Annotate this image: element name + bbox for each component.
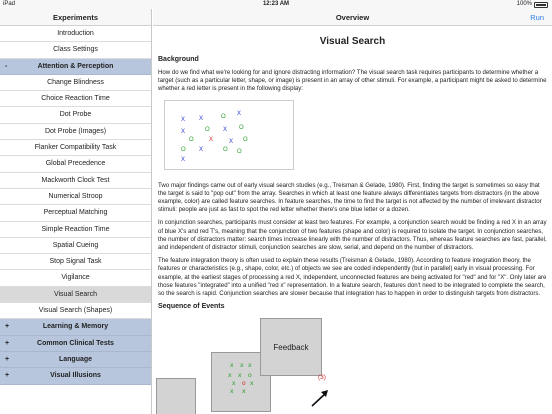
section-label: Visual Illusions xyxy=(50,372,101,380)
overview-content xyxy=(153,36,552,406)
section-attention-perception[interactable] xyxy=(0,59,151,75)
svg-text:x: x xyxy=(230,388,234,396)
stimulus-letter: X xyxy=(181,128,186,135)
carrier-label: iPad xyxy=(3,1,16,7)
expand-toggle-icon: + xyxy=(5,339,10,347)
sidebar-item[interactable]: Simple Reaction Time xyxy=(0,222,151,238)
expand-toggle-icon: - xyxy=(5,62,8,70)
svg-text:o: o xyxy=(242,380,246,388)
stimulus-letter: X xyxy=(199,115,204,122)
sequence-heading: Sequence of Events xyxy=(158,303,225,311)
sidebar-item[interactable]: Visual Search xyxy=(0,287,151,303)
sidebar xyxy=(0,9,152,414)
background-heading: Background xyxy=(158,56,199,63)
sidebar-item[interactable]: Choice Reaction Time xyxy=(0,91,151,107)
section-label: Attention & Perception xyxy=(37,62,114,70)
section-collapsed[interactable] xyxy=(0,352,151,368)
stimulus-letter: O xyxy=(189,136,194,143)
paragraph-findings: Two major findings came out of early visual search studies (e.g., Treisman & Gelade, 1980). First, finding the target is sometimes so easy that the target is said to "pop out" from the array. Searches in which at least one feature always differentiates targets from distractors (in the above example, color) are called feature searches. In feature searches, the time to find the target is not affected by the number of irrelevant distractor stimuli: people are just as fast to spot the red letter whether there's one blue letter or a dozen. xyxy=(158,181,542,214)
sidebar-item[interactable]: Dot Probe xyxy=(0,107,151,123)
main-header xyxy=(153,9,552,26)
battery-percent: 100% xyxy=(516,1,532,7)
page-title: Visual Search xyxy=(319,36,386,47)
stimulus-example xyxy=(164,100,294,170)
clock: 12:23 AM xyxy=(262,1,290,7)
stimulus-letter: X xyxy=(181,116,186,123)
sidebar-item[interactable]: Stop Signal Task xyxy=(0,254,151,270)
stimulus-letter: X xyxy=(181,156,186,163)
paragraph-theory: The feature integration theory is often used to explain these results (Treisman & Gelade, 1980). According to feature integration theory, the features or characteristics (e.g., shape, color, etc.) of objects we see are coded independently (but in parallel) early in visual processing. For example, at the earliest stages of processing a red X, independent, unconnected features are being activated for "red" and for "X". Only later are those features "integrated" into a unified "red x" representation. In a feature search, features don't need to be integrated to complete the search, so the search is rapid. Conjunction searches are slower because that integration has to happen in order to distinguish targets from distractors. xyxy=(158,257,547,298)
sidebar-item[interactable]: Numerical Stroop xyxy=(0,189,151,205)
stimulus-letter: O xyxy=(181,146,186,153)
sequence-card-back xyxy=(156,378,196,414)
section-label: Language xyxy=(58,355,93,363)
stimulus-letter: O xyxy=(237,148,242,155)
expand-toggle-icon: + xyxy=(5,372,10,380)
header-title: Overview xyxy=(335,13,370,22)
battery-indicator xyxy=(517,0,548,9)
svg-text:o: o xyxy=(248,372,252,380)
sidebar-item[interactable]: Flanker Compatibility Task xyxy=(0,140,151,156)
sidebar-item[interactable]: Perceptual Matching xyxy=(0,205,151,221)
svg-text:x: x xyxy=(242,388,246,396)
stimulus-letter: O xyxy=(239,124,244,131)
stimulus-letter: X xyxy=(209,136,214,143)
stimulus-letter: X xyxy=(229,138,234,145)
sidebar-title: Experiments xyxy=(0,9,151,26)
main-panel xyxy=(153,9,552,414)
step-label: (3) xyxy=(318,374,326,382)
sidebar-item[interactable]: Visual Search (Shapes) xyxy=(0,303,151,319)
section-label: Common Clinical Tests xyxy=(37,339,114,347)
sidebar-item[interactable]: Class Settings xyxy=(0,42,151,58)
svg-text:x: x xyxy=(240,362,244,370)
section-collapsed[interactable] xyxy=(0,368,151,384)
expand-toggle-icon: + xyxy=(5,355,10,363)
section-label: Learning & Memory xyxy=(42,323,109,331)
expand-toggle-icon: + xyxy=(5,323,10,331)
stimulus-letter: X xyxy=(237,110,242,117)
sequence-diagram xyxy=(158,316,547,406)
sidebar-item[interactable]: Change Blindness xyxy=(0,75,151,91)
svg-text:x: x xyxy=(232,380,236,388)
stimulus-letter: O xyxy=(223,146,228,153)
stimulus-letter: O xyxy=(205,126,210,133)
stimulus-letter: X xyxy=(223,126,228,133)
sidebar-item[interactable]: Vigilance xyxy=(0,270,151,286)
sidebar-item[interactable]: Introduction xyxy=(0,26,151,42)
paragraph-conjunction: In conjunction searches, participants must consider at least two features. For example, a conjunction search would be finding a red X in an array of blue X's and red T's, meaning that the conjunction of two features (shape and color) is required to isolate the target. In conjunction searches, the number of distractors matter: search times increase linearly with the number of distractors. Thus, whereas feature searches are fast, parallel, and independent of distractor stimuli, conjunction searches are slow, serial, and depend on the number of distractors. xyxy=(158,219,547,252)
svg-text:x: x xyxy=(238,372,242,380)
sidebar-item[interactable]: Mackworth Clock Test xyxy=(0,173,151,189)
stimulus-letter: O xyxy=(243,136,248,143)
svg-text:x: x xyxy=(248,362,252,370)
sidebar-item[interactable]: Spatial Cueing xyxy=(0,238,151,254)
arrow-icon xyxy=(308,388,332,408)
status-bar xyxy=(0,0,552,9)
svg-text:x: x xyxy=(230,362,234,370)
svg-text:x: x xyxy=(250,380,254,388)
feedback-card: Feedback xyxy=(260,318,322,376)
sidebar-item[interactable]: Dot Probe (Images) xyxy=(0,124,151,140)
stimulus-letter: O xyxy=(221,113,226,120)
section-collapsed[interactable] xyxy=(0,319,151,335)
sidebar-list xyxy=(0,26,151,385)
battery-icon xyxy=(534,2,548,8)
section-collapsed[interactable] xyxy=(0,336,151,352)
stimulus-letter: X xyxy=(199,146,204,153)
sidebar-item[interactable]: Global Precedence xyxy=(0,156,151,172)
svg-text:x: x xyxy=(228,372,232,380)
paragraph-intro: How do we find what we're looking for and ignore distracting information? The visual search task requires participants to determine whether a target (such as a particular letter, shape, or image) is present in an array of other stimuli. For example, a participant might be asked to determine whether a red letter is present in the following display: xyxy=(158,69,547,93)
run-button[interactable]: Run xyxy=(530,13,544,22)
